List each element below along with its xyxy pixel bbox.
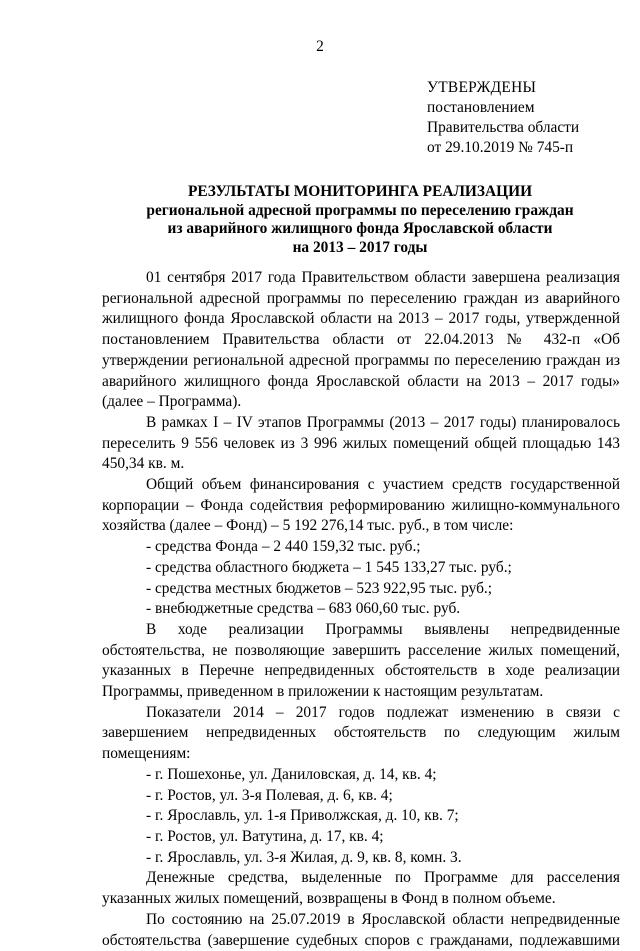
title-line: региональной адресной программы по переселению граждан — [146, 201, 574, 219]
document-title — [100, 183, 620, 257]
address-item: - г. Ростов, ул. Ватутина, д. 17, кв. 4; — [146, 827, 384, 845]
approval-heading: УТВЕРЖДЕНЫ — [427, 79, 537, 96]
title-line: на 2013 – 2017 годы — [292, 238, 428, 256]
address-item: - г. Ярославль, ул. 3-я Жилая, д. 9, кв. 8, комн. 3. — [146, 848, 462, 866]
page-number: 2 — [316, 38, 324, 55]
paragraph: 01 сентября 2017 года Правительством области завершена реализация региональной адресной программы по переселению граждан из аварийного жилищного фонда Ярославской области на 2013 – 2017 годы, утвержденной постановлением Правительства области от 22.04.2013 № 432-п «Об утверждении региональной адресной программы по переселению граждан из аварийного жилищного фонда Ярославской области на 2013 – 2017 годы» (далее – Программа). — [102, 269, 620, 411]
address-item: - г. Ярославль, ул. 1-я Приволжская, д. 10, кв. 7; — [146, 807, 459, 825]
paragraph: Общий объем финансирования с участием средств государственной корпорации – Фонда содействия реформированию жилищно-коммунального хозяйства (далее – Фонд) – 5 192 276,14 тыс. руб., в том числе: — [102, 476, 620, 535]
address-item: - г. Пошехонье, ул. Даниловская, д. 14, кв. 4; — [146, 765, 437, 783]
approval-stamp — [427, 78, 579, 158]
approval-date: от 29.10.2019 № 745-п — [427, 139, 574, 156]
paragraph: Показатели 2014 – 2017 годов подлежат изменению в связи с завершением непредвиденных обстоятельств по следующим жилым помещениям: — [102, 703, 620, 763]
address-item: - г. Ростов, ул. 3-я Полевая, д. 6, кв. 4; — [146, 786, 393, 804]
approval-line: постановлением — [427, 99, 535, 116]
funding-item: - средства Фонда – 2 440 159,32 тыс. руб.; — [146, 538, 421, 556]
title-line: РЕЗУЛЬТАТЫ МОНИТОРИНГА РЕАЛИЗАЦИИ — [187, 183, 533, 200]
funding-item: - средства местных бюджетов – 523 922,95 тыс. руб.; — [146, 579, 493, 597]
paragraph: В ходе реализации Программы выявлены непредвиденные обстоятельства, не позволяющие завершить расселение жилых помещений, указанных в Перечне непредвиденных обстоятельств в ходе реализации Программы, приведенном в приложении к настоящим результатам. — [102, 620, 620, 701]
paragraph: По состоянию на 25.07.2019 в Ярославской области непредвиденные обстоятельства (завершение судебных споров с гражданами, подлежавшими — [102, 910, 620, 949]
paragraph: Денежные средства, выделенные по Программе для расселения указанных жилых помещений, возвращены в Фонд в полном объеме. — [102, 869, 620, 908]
paragraph: В рамках I – IV этапов Программы (2013 – 2017 годы) планировалось переселить 9 556 человек из 3 996 жилых помещений общей площадью 143 450,34 кв. м. — [102, 413, 620, 473]
title-line: из аварийного жилищного фонда Ярославской области — [167, 220, 553, 237]
funding-item: - средства областного бюджета – 1 545 133,27 тыс. руб.; — [146, 558, 512, 576]
document-body — [102, 268, 620, 951]
funding-item: - внебюджетные средства – 683 060,60 тыс. руб. — [146, 600, 461, 618]
approval-line: Правительства области — [427, 119, 580, 136]
